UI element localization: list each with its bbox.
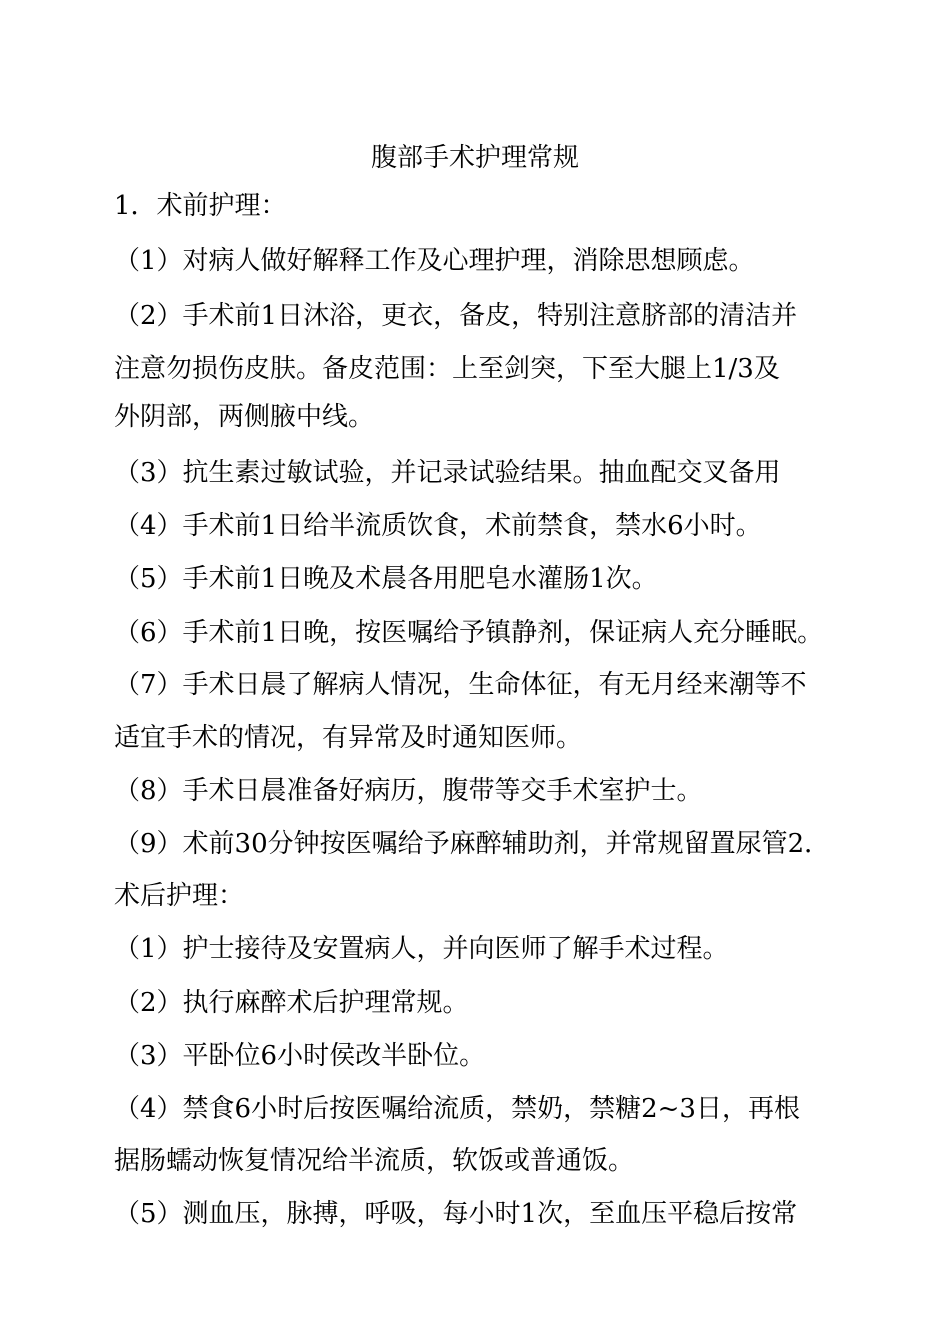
text-line: （1）护士接待及安置病人，并向医师了解手术过程。 — [114, 934, 729, 964]
text-line: 适宜手术的情况，有异常及时通知医师。 — [114, 723, 583, 753]
text-line: （3）抗生素过敏试验，并记录试验结果。抽血配交叉备用 — [114, 458, 781, 488]
document-title: 腹部手术护理常规 — [370, 143, 579, 173]
text-line: 据肠蠕动恢复情况给半流质，软饭或普通饭。 — [114, 1146, 635, 1176]
text-line: 外阴部，两侧腋中线。 — [114, 402, 375, 432]
text-line: （5）手术前1日晚及术晨各用肥皂水灌肠1次。 — [114, 564, 658, 594]
text-line: 1．术前护理： — [114, 191, 287, 221]
text-line: （4）禁食6小时后按医嘱给流质，禁奶，禁糖2~3日，再根 — [114, 1094, 800, 1124]
text-line: （8）手术日晨准备好病历，腹带等交手术室护士。 — [114, 776, 703, 806]
text-line: （9）术前30分钟按医嘱给予麻醉辅助剂，并常规留置尿管2． — [114, 829, 831, 859]
text-line: （2）手术前1日沐浴，更衣，备皮，特别注意脐部的清洁并 — [114, 301, 798, 331]
text-line: （1）对病人做好解释工作及心理护理，消除思想顾虑。 — [114, 246, 755, 276]
text-line: （3）平卧位6小时侯改半卧位。 — [114, 1041, 486, 1071]
text-line: （2）执行麻醉术后护理常规。 — [114, 988, 469, 1018]
text-line: （5）测血压，脉搏，呼吸，每小时1次，至血压平稳后按常 — [114, 1199, 798, 1229]
text-line: （6）手术前1日晚，按医嘱给予镇静剂，保证病人充分睡眠。 — [114, 618, 824, 648]
text-line: 术后护理： — [114, 881, 245, 911]
text-line: （7）手术日晨了解病人情况，生命体征，有无月经来潮等不 — [114, 670, 807, 700]
text-line: 注意勿损伤皮肤。备皮范围：上至剑突，下至大腿上1/3及 — [114, 354, 780, 384]
text-line: （4）手术前1日给半流质饮食，术前禁食，禁水6小时。 — [114, 511, 762, 541]
